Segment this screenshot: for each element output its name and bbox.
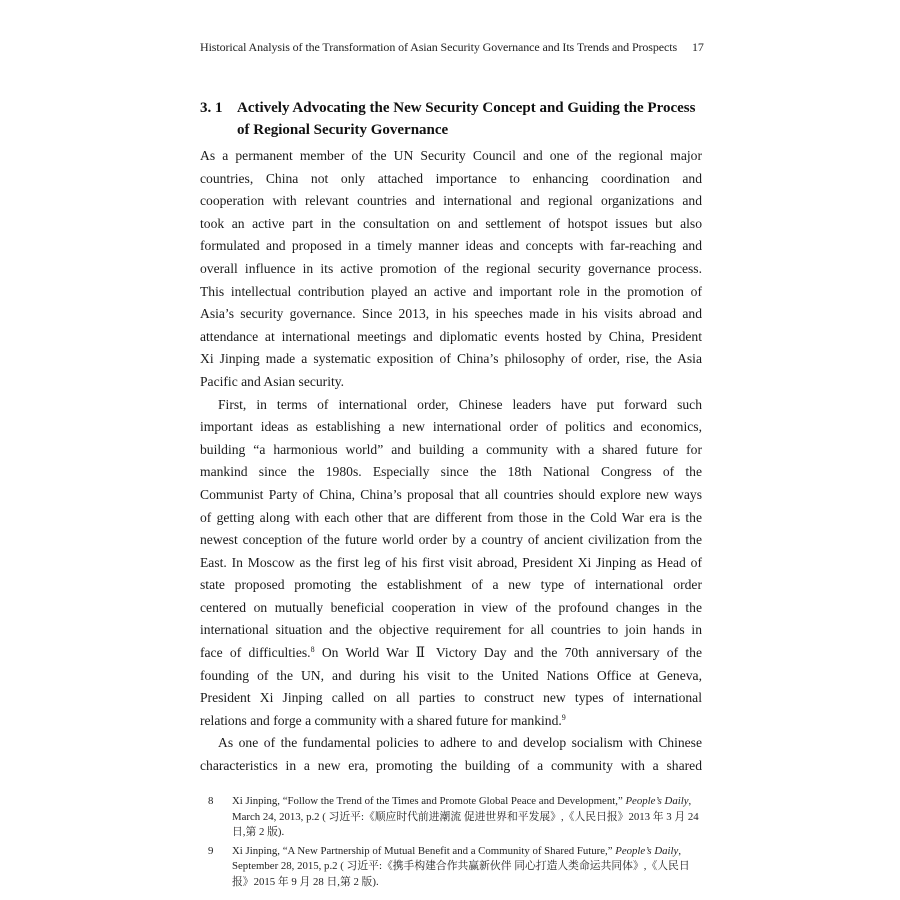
- body-line: cooperation with relevant countries and international and regional organizations and: [200, 193, 702, 209]
- page-number: 17: [691, 40, 704, 54]
- body-line: countries, China not only attached importance to enhancing coordination and: [200, 170, 702, 186]
- body-line: Pacific and Asian security.: [200, 373, 345, 389]
- body-line: East. In Moscow as the first leg of his first visit abroad, President Xi Jinping as Head of: [200, 554, 702, 570]
- section-heading: [200, 97, 702, 141]
- body-line: important ideas as establishing a new international order of politics and economics,: [200, 419, 702, 435]
- section-title-line-1: Actively Advocating the New Security Concept and Guiding the Process: [237, 100, 696, 116]
- footnote-text: , March 24, 2013, p.2 ( 习近平:《顺应时代前进潮流 促进世界和平发展》,《人民日报》2013 年 3 月 24 日,第 2 版).: [232, 795, 699, 838]
- footnote-8: [200, 794, 702, 841]
- body-text: [200, 145, 702, 778]
- section-number: 3. 1: [200, 100, 223, 116]
- body-line: state proposed promoting the establishment of a new type of international order: [200, 577, 702, 593]
- body-line: attendance at international meetings and diplomatic events hosted by China, President: [200, 328, 702, 344]
- body-line: [200, 642, 702, 665]
- body-line: building “a harmonious world” and building a community with a shared future for: [200, 441, 702, 457]
- footnote-source: People’s Daily: [615, 844, 679, 857]
- body-line-text: relations and forge a community with a shared future for mankind.: [200, 712, 562, 728]
- body-line: Xi Jinping made a systematic exposition of China’s philosophy of order, rise, the Asia: [200, 351, 702, 367]
- body-line: Communist Party of China, China’s proposal that all countries should explore new ways: [200, 486, 702, 502]
- footnote-text: , September 28, 2015, p.2 ( 习近平:《携手构建合作共赢新伙伴 同心打造人类命运共同体》,《人民日报》2015 年 9 月 28 日,第 2 版).: [232, 844, 690, 888]
- body-line: characteristics in a new era, promoting the building of a community with a shared: [200, 758, 702, 774]
- body-line: founding of the UN, and during his visit to the United Nations Office at Geneva,: [200, 667, 702, 683]
- body-line: Asia’s security governance. Since 2013, in his speeches made in his visits abroad and: [200, 306, 702, 322]
- body-line-text: face of difficulties.: [200, 645, 311, 661]
- section-title-line-2: of Regional Security Governance: [237, 122, 449, 138]
- body-line: newest conception of the future world order by a country of ancient civilization from the: [200, 532, 702, 548]
- body-line: mankind since the 1980s. Especially since the 18th National Congress of the: [200, 464, 702, 480]
- body-line: President Xi Jinping called on all parties to construct new types of international: [200, 690, 702, 706]
- footnote-ref-8[interactable]: 8: [310, 645, 315, 655]
- body-line: As one of the fundamental policies to adhere to and develop socialism with Chinese: [218, 735, 702, 751]
- body-line: This intellectual contribution played an active and important role in the promotion of: [200, 283, 702, 299]
- body-line: international situation and the objective requirement for all countries to join hands in: [200, 622, 702, 638]
- footnote-text: Xi Jinping, “Follow the Trend of the Times and Promote Global Peace and Development,”: [232, 795, 626, 807]
- body-line: As a permanent member of the UN Security Council and one of the regional major: [200, 148, 702, 163]
- body-line: centered on mutually beneficial cooperation in view of the profound changes in the: [200, 599, 702, 615]
- body-line: formulated and proposed in a timely manner ideas and concepts with far-reaching and: [200, 238, 702, 254]
- footnote-9: [200, 844, 702, 891]
- running-title: Historical Analysis of the Transformation of Asian Security Governance and Its Trends and Prospects: [200, 40, 678, 54]
- body-line: of getting along with each other that are different from those in the Cold War era is the: [200, 509, 702, 525]
- footnote-text: Xi Jinping, “A New Partnership of Mutual Benefit and a Community of Shared Future,”: [232, 844, 616, 857]
- body-line: [200, 710, 702, 733]
- footnote-number: 9: [208, 844, 214, 857]
- body-line: took an active part in the consultation on and settlement of hotspot issues but also: [200, 215, 702, 231]
- footnote-number: 8: [208, 795, 214, 807]
- footnote-source: People’s Daily: [625, 795, 689, 807]
- body-line-text: On World War Ⅱ Victory Day and the 70th anniversary of the: [314, 645, 702, 661]
- footnotes: [200, 794, 702, 893]
- body-line: First, in terms of international order, Chinese leaders have put forward such: [218, 396, 702, 412]
- footnote-ref-9[interactable]: 9: [561, 712, 566, 722]
- running-header: [200, 40, 704, 55]
- body-line: overall influence in its active promotion of the regional security governance process.: [200, 260, 702, 276]
